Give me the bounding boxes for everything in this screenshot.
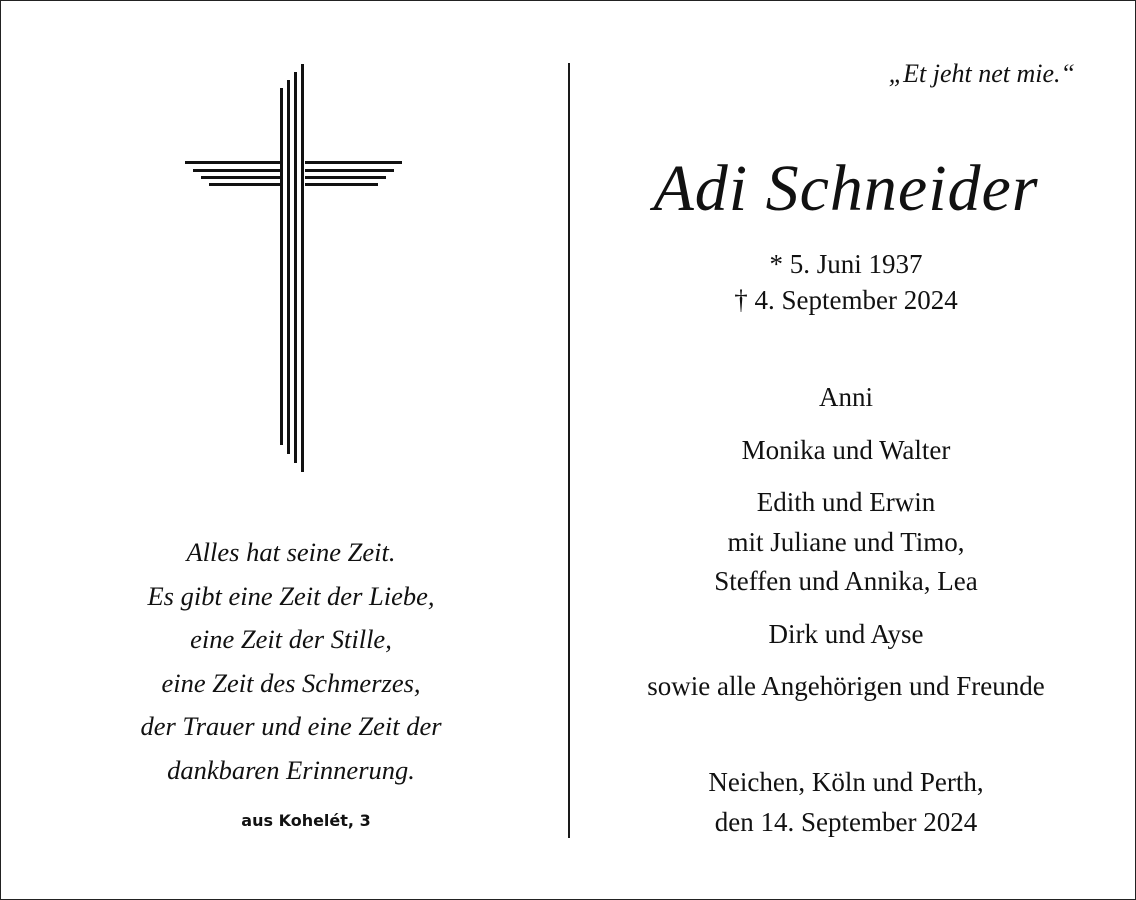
place-and-date: [581, 762, 1111, 842]
verse-source: aus Kohelét, 3: [241, 811, 371, 830]
memorial-verse: [81, 531, 501, 792]
mourner-line: Monika und Walter: [741, 434, 951, 465]
mourners-list: [581, 378, 1111, 720]
verse-line: Es gibt eine Zeit der Liebe,: [147, 580, 435, 611]
mourner-line: Edith und Erwin: [756, 487, 936, 517]
birth-date: * 5. Juni 1937: [769, 249, 923, 279]
announcement-date: den 14. September 2024: [714, 807, 978, 837]
mourner-line: sowie alle Angehörigen und Freunde: [647, 671, 1045, 701]
life-dates: [581, 246, 1111, 318]
vertical-divider: [568, 63, 570, 838]
death-date: † 4. September 2024: [734, 285, 958, 315]
mourner-line: Dirk und Ayse: [768, 618, 924, 649]
mourner-group: [581, 378, 1111, 418]
verse-line: der Trauer und eine Zeit der: [140, 711, 442, 741]
mourner-group: [581, 615, 1111, 655]
cross-icon: [181, 61, 406, 476]
verse-line: Alles hat seine Zeit.: [186, 537, 396, 567]
verse-line: eine Zeit des Schmerzes,: [161, 667, 421, 698]
mourner-line: Steffen und Annika, Lea: [714, 566, 978, 596]
mourner-group: [581, 431, 1111, 471]
mourner-line: mit Juliane und Timo,: [727, 526, 965, 557]
motto-quote: „Et jeht net mie.“: [888, 59, 1075, 88]
verse-line: dankbaren Erinnerung.: [167, 754, 415, 785]
places-line: Neichen, Köln und Perth,: [708, 767, 984, 797]
deceased-name: Adi Schneider: [653, 152, 1039, 225]
mourner-group: [581, 483, 1111, 602]
mourner-group: [581, 667, 1111, 707]
mourner-line: Anni: [819, 382, 873, 412]
verse-line: eine Zeit der Stille,: [190, 624, 392, 654]
